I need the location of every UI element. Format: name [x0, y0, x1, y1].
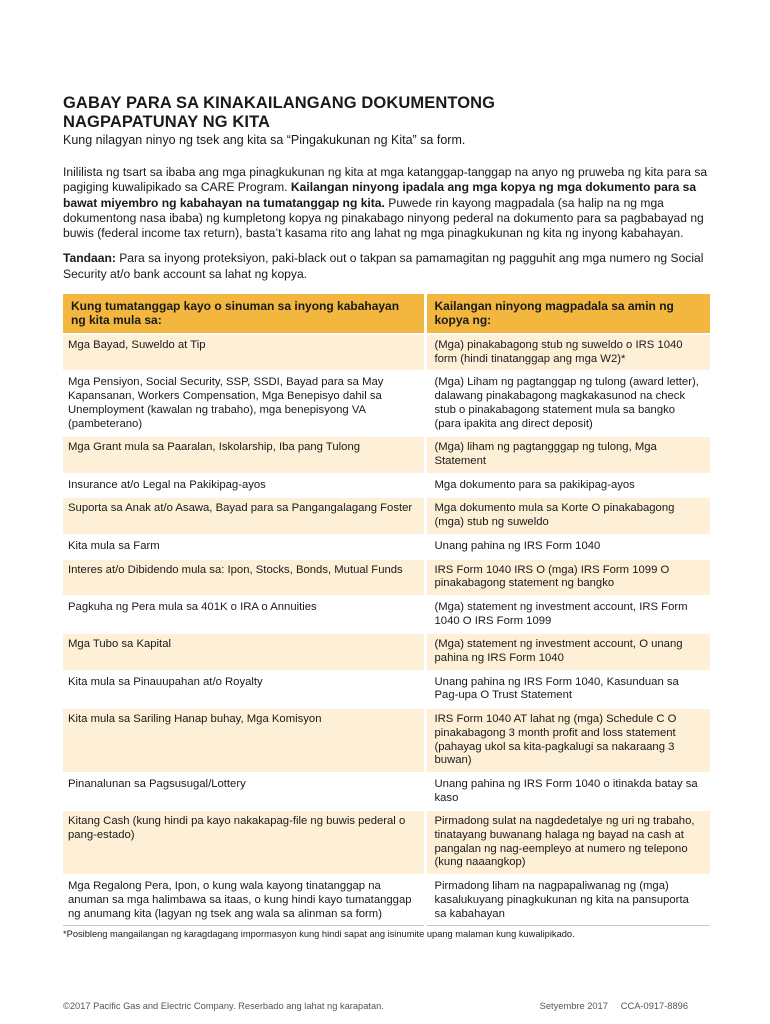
note-label: Tandaan: — [63, 251, 116, 266]
income-source-cell: Pagkuha ng Pera mula sa 401K o IRA o Annuities — [63, 596, 425, 633]
table-row — [63, 497, 710, 534]
note-paragraph — [63, 251, 710, 282]
required-document-cell: Pirmadong sulat na nagdedetalye ng uri ng trabaho, tinatayang buwanang halaga ng bayad na cash at pangalan ng nag-eempleyo at numero ng telepono (kung naaangkop) — [425, 810, 710, 875]
required-document-cell: (Mga) liham ng pagtangggap ng tulong, Mga Statement — [425, 436, 710, 473]
required-document-cell: Mga dokumento para sa pakikipag-ayos — [425, 474, 710, 498]
table-row — [63, 671, 710, 708]
income-source-cell: Kitang Cash (kung hindi pa kayo nakakapag-file ng buwis pederal o pang-estado) — [63, 810, 425, 875]
table-row — [63, 773, 710, 810]
income-source-cell: Mga Grant mula sa Paaralan, Iskolarship, Iba pang Tulong — [63, 436, 425, 473]
required-document-cell: Pirmadong liham na nagpapaliwanag ng (mga) kasalukuyang pinagkukunan ng kita na pansuporta sa kabahayan — [425, 875, 710, 926]
required-document-cell: (Mga) Liham ng pagtanggap ng tulong (award letter), dalawang pinakabagong magkakasunod na check stub o pinakabagong statement mula sa bangko (para ipakita ang direct deposit) — [425, 371, 710, 436]
table-row — [63, 875, 710, 926]
required-document-cell: (Mga) statement ng investment account, O unang pahina ng IRS Form 1040 — [425, 633, 710, 670]
required-document-cell: Unang pahina ng IRS Form 1040 o itinakda batay sa kaso — [425, 773, 710, 810]
table-row — [63, 535, 710, 559]
intro-paragraph — [63, 165, 710, 241]
table-row — [63, 436, 710, 473]
document-page — [63, 94, 710, 940]
income-source-cell: Suporta sa Anak at/o Asawa, Bayad para sa Pangangalagang Foster — [63, 497, 425, 534]
required-document-cell: IRS Form 1040 IRS O (mga) IRS Form 1099 O pinakabagong statement ng bangko — [425, 559, 710, 596]
income-documents-table — [63, 294, 710, 926]
intro-bold-text: Kailangan ninyong ipadala ang mga kopya ng mga dokumento para sa bawat miyembro ng kabahayan na tumatanggap ng kita. — [63, 180, 697, 210]
income-source-cell: Mga Tubo sa Kapital — [63, 633, 425, 670]
income-source-cell: Interes at/o Dibidendo mula sa: Ipon, Stocks, Bonds, Mutual Funds — [63, 559, 425, 596]
note-text: Para sa inyong proteksiyon, paki-black out o takpan sa pamamagitan ng pagguhit ang mga numero ng Social Security at/o bank account sa lahat ng kopya. — [63, 251, 704, 281]
footer-document-code: Setyembre 2017 CCA-0917-8896 — [539, 1001, 688, 1011]
table-header-row — [63, 294, 710, 334]
table-row — [63, 559, 710, 596]
table-row — [63, 371, 710, 436]
required-document-cell: Unang pahina ng IRS Form 1040, Kasunduan sa Pag-upa O Trust Statement — [425, 671, 710, 708]
intro-text-2: Puwede rin kayong magpadala (sa halip na ng mga dokumentong nasa ibaba) ng kumpletong kopya ng pinakabago ninyong pederal na dokumento para sa pagbabayad ng buwis (federal income tax return), basta’t kasama rito ang lahat ng mga pinagkukunan ng kita ng inyong kabahayan. — [63, 195, 704, 241]
table-footnote: *Posibleng mangailangan ng karagdagang impormasyon kung hindi sapat ang isinumite upang malaman kung kuwalipikado. — [63, 929, 575, 940]
income-source-cell: Mga Pensiyon, Social Security, SSP, SSDI, Bayad para sa May Kapansanan, Workers Compensation, Mga Benepisyo dahil sa Unemployment (kawalan ng trabaho), mga benepisyong VA (pambeterano) — [63, 371, 425, 436]
table-row — [63, 474, 710, 498]
page-title — [63, 94, 710, 132]
col-header-income-source: Kung tumatanggap kayo o sinuman sa inyong kabahayan ng kita mula sa: — [63, 294, 425, 334]
table-row — [63, 596, 710, 633]
income-source-cell: Mga Bayad, Suweldo at Tip — [63, 334, 425, 371]
income-source-cell: Kita mula sa Farm — [63, 535, 425, 559]
title-line-1: GABAY PARA SA KINAKAILANGANG DOKUMENTONG — [63, 94, 496, 112]
required-document-cell: Unang pahina ng IRS Form 1040 — [425, 535, 710, 559]
title-line-2: NAGPAPATUNAY NG KITA — [63, 113, 271, 131]
table-row — [63, 334, 710, 371]
required-document-cell: Mga dokumento mula sa Korte O pinakabagong (mga) stub ng suweldo — [425, 497, 710, 534]
required-document-cell: (Mga) pinakabagong stub ng suweldo o IRS 1040 form (hindi tinatanggap ang mga W2)* — [425, 334, 710, 371]
required-document-cell: IRS Form 1040 AT lahat ng (mga) Schedule C O pinakabagong 3 month profit and loss statement (pahayag ukol sa kita-pagkalugi sa nakaraang 3 buwan) — [425, 708, 710, 773]
table-row — [63, 633, 710, 670]
col-header-required-document: Kailangan ninyong magpadala sa amin ng kopya ng: — [425, 294, 710, 334]
income-source-cell: Kita mula sa Sariling Hanap buhay, Mga Komisyon — [63, 708, 425, 773]
income-source-cell: Insurance at/o Legal na Pakikipag-ayos — [63, 474, 425, 498]
page-subtitle: Kung nilagyan ninyo ng tsek ang kita sa “Pingakukunan ng Kita” sa form. — [63, 133, 466, 147]
table-row — [63, 810, 710, 875]
table-row — [63, 708, 710, 773]
footer-copyright: ©2017 Pacific Gas and Electric Company. Reserbado ang lahat ng karapatan. — [63, 1001, 384, 1011]
income-source-cell: Kita mula sa Pinauupahan at/o Royalty — [63, 671, 425, 708]
intro-text-1: Inililista ng tsart sa ibaba ang mga pinagkukunan ng kita at mga katanggap-tanggap na anyo ng pruweba ng kita para sa pagiging kuwalipikado sa CARE Program. — [63, 165, 708, 195]
income-source-cell: Pinanalunan sa Pagsusugal/Lottery — [63, 773, 425, 810]
required-document-cell: (Mga) statement ng investment account, IRS Form 1040 O IRS Form 1099 — [425, 596, 710, 633]
income-source-cell: Mga Regalong Pera, Ipon, o kung wala kayong tinatanggap na anuman sa mga halimbawa sa itaas, o kung hindi kayo tumatanggap ng anumang kita (lagyan ng tsek ang wala sa alinman sa form) — [63, 875, 425, 926]
